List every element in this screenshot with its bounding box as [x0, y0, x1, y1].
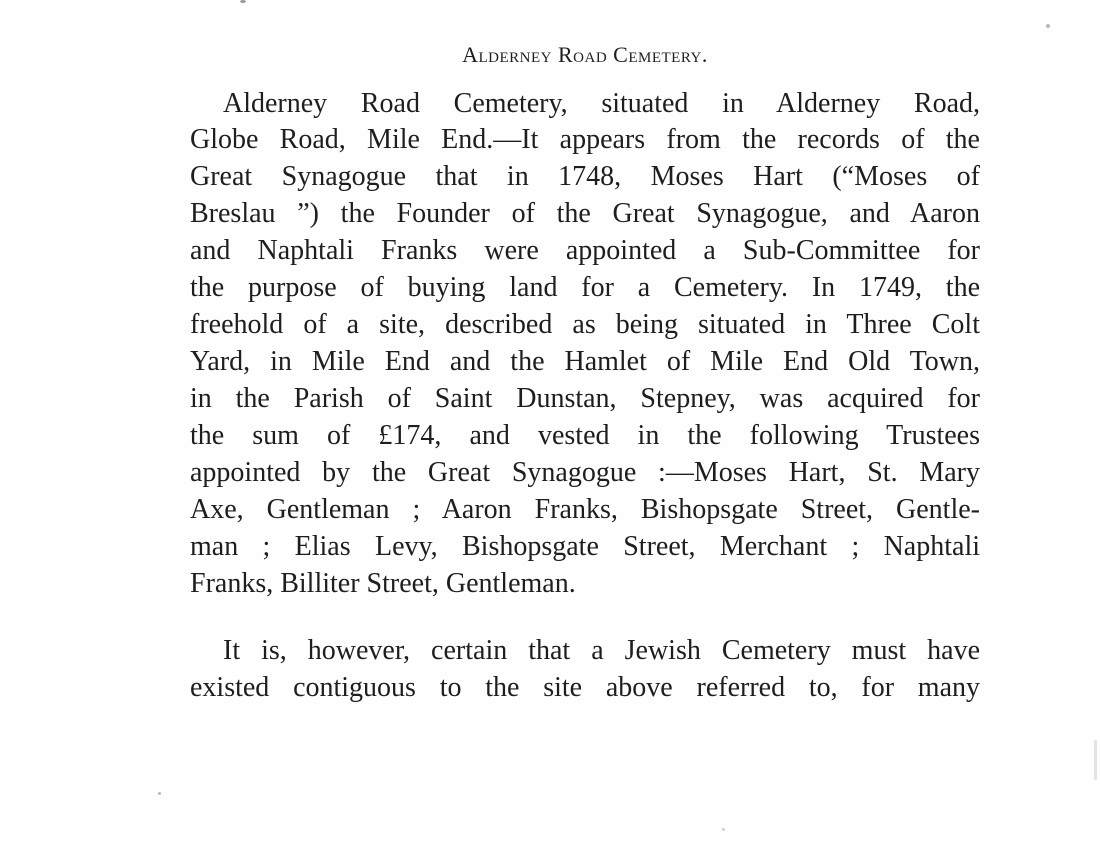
text-line: existed contiguous to the site above referred to, for many — [190, 672, 980, 703]
text-line: appointed by the Great Synagogue :—Moses Hart, St. Mary — [190, 457, 980, 488]
text-line: Breslau ”) the Founder of the Great Synagogue, and Aaron — [190, 198, 980, 229]
text-line: Alderney Road Cemetery, situated in Alderney Road, — [223, 88, 980, 119]
page-title: Alderney Road Cemetery. — [462, 42, 708, 67]
scan-speck — [1046, 24, 1050, 28]
text-line: Franks, Billiter Street, Gentleman. — [190, 568, 576, 599]
text-line: Axe, Gentleman ; Aaron Franks, Bishopsgate Street, Gentle- — [190, 494, 980, 525]
text-line: Yard, in Mile End and the Hamlet of Mile End Old Town, — [190, 346, 980, 377]
text-line: the sum of £174, and vested in the following Trustees — [190, 420, 980, 451]
text-line: It is, however, certain that a Jewish Cemetery must have — [223, 635, 980, 666]
scan-speck — [158, 792, 161, 795]
scan-edge-mark — [1094, 740, 1097, 780]
text-line: Great Synagogue that in 1748, Moses Hart (“Moses of — [190, 161, 980, 192]
text-line: in the Parish of Saint Dunstan, Stepney, was acquired for — [190, 383, 980, 414]
scan-speck — [240, 0, 246, 3]
text-line: freehold of a site, described as being situated in Three Colt — [190, 309, 980, 340]
text-line: man ; Elias Levy, Bishopsgate Street, Merchant ; Naphtali — [190, 531, 980, 562]
scan-speck — [722, 828, 725, 831]
text-line: and Naphtali Franks were appointed a Sub-Committee for — [190, 235, 980, 266]
text-line: Globe Road, Mile End.—It appears from the records of the — [190, 124, 980, 155]
text-line: the purpose of buying land for a Cemetery. In 1749, the — [190, 272, 980, 303]
